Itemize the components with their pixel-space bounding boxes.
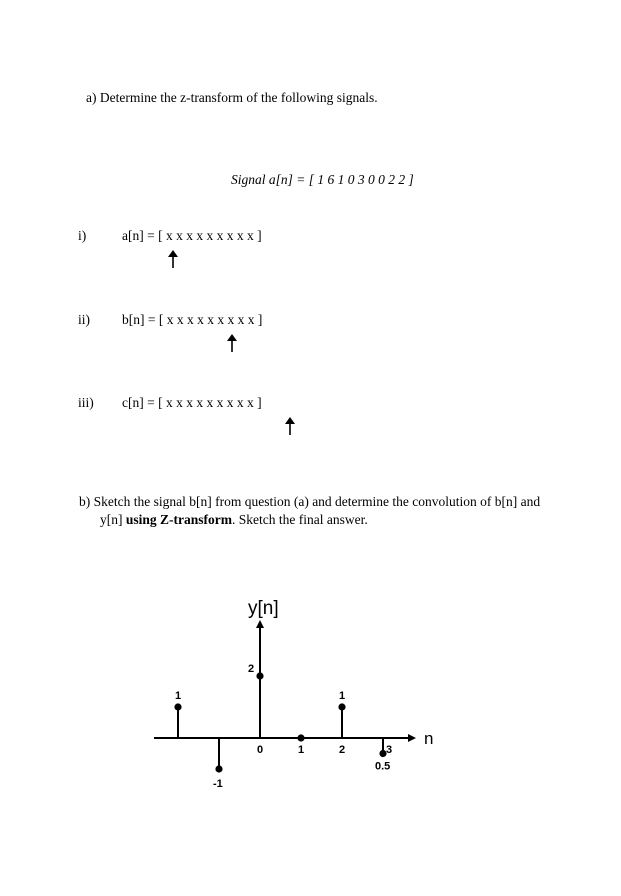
x-axis-label: n (424, 729, 434, 748)
stem-chart (140, 590, 460, 810)
item-expr-c: c[n] = [ x x x x x x x x x ] (122, 395, 262, 410)
tick-label: 3 (386, 744, 393, 756)
value-label: 1 (339, 690, 346, 702)
stem-point (256, 672, 263, 679)
stem-point (338, 703, 345, 710)
stem-point (297, 734, 304, 741)
up-arrow-icon (166, 250, 180, 268)
item-label-ii: ii) (78, 312, 90, 327)
item-expr-a: a[n] = [ x x x x x x x x x ] (122, 228, 262, 243)
question-a: a) Determine the z-transform of the following signals. (86, 90, 378, 105)
x-axis-arrow-icon (408, 734, 416, 742)
question-b-line1: b) Sketch the signal b[n] from question (a) and determine the convolution of b[n] and (79, 494, 541, 509)
item-label-iii: iii) (78, 395, 94, 410)
value-label: -1 (213, 778, 223, 790)
stem-point (215, 765, 222, 772)
value-label: 1 (175, 690, 182, 702)
item-expr-b: b[n] = [ x x x x x x x x x ] (122, 312, 263, 327)
up-arrow-icon (225, 334, 239, 352)
tick-label: 0 (257, 744, 264, 756)
value-label: 2 (248, 663, 255, 675)
item-label-i: i) (78, 228, 87, 243)
value-label: 0.5 (375, 760, 391, 773)
signal-definition: Signal a[n] = [ 1 6 1 0 3 0 0 2 2 ] (231, 172, 414, 187)
chart-title: y[n] (248, 598, 279, 619)
stem-point (174, 703, 181, 710)
question-b-line2: y[n] using Z-transform. Sketch the final answer. (100, 512, 368, 527)
up-arrow-icon (283, 417, 297, 435)
y-axis-arrow-icon (256, 620, 264, 628)
tick-label: 1 (298, 744, 305, 756)
tick-label: 2 (339, 744, 346, 756)
